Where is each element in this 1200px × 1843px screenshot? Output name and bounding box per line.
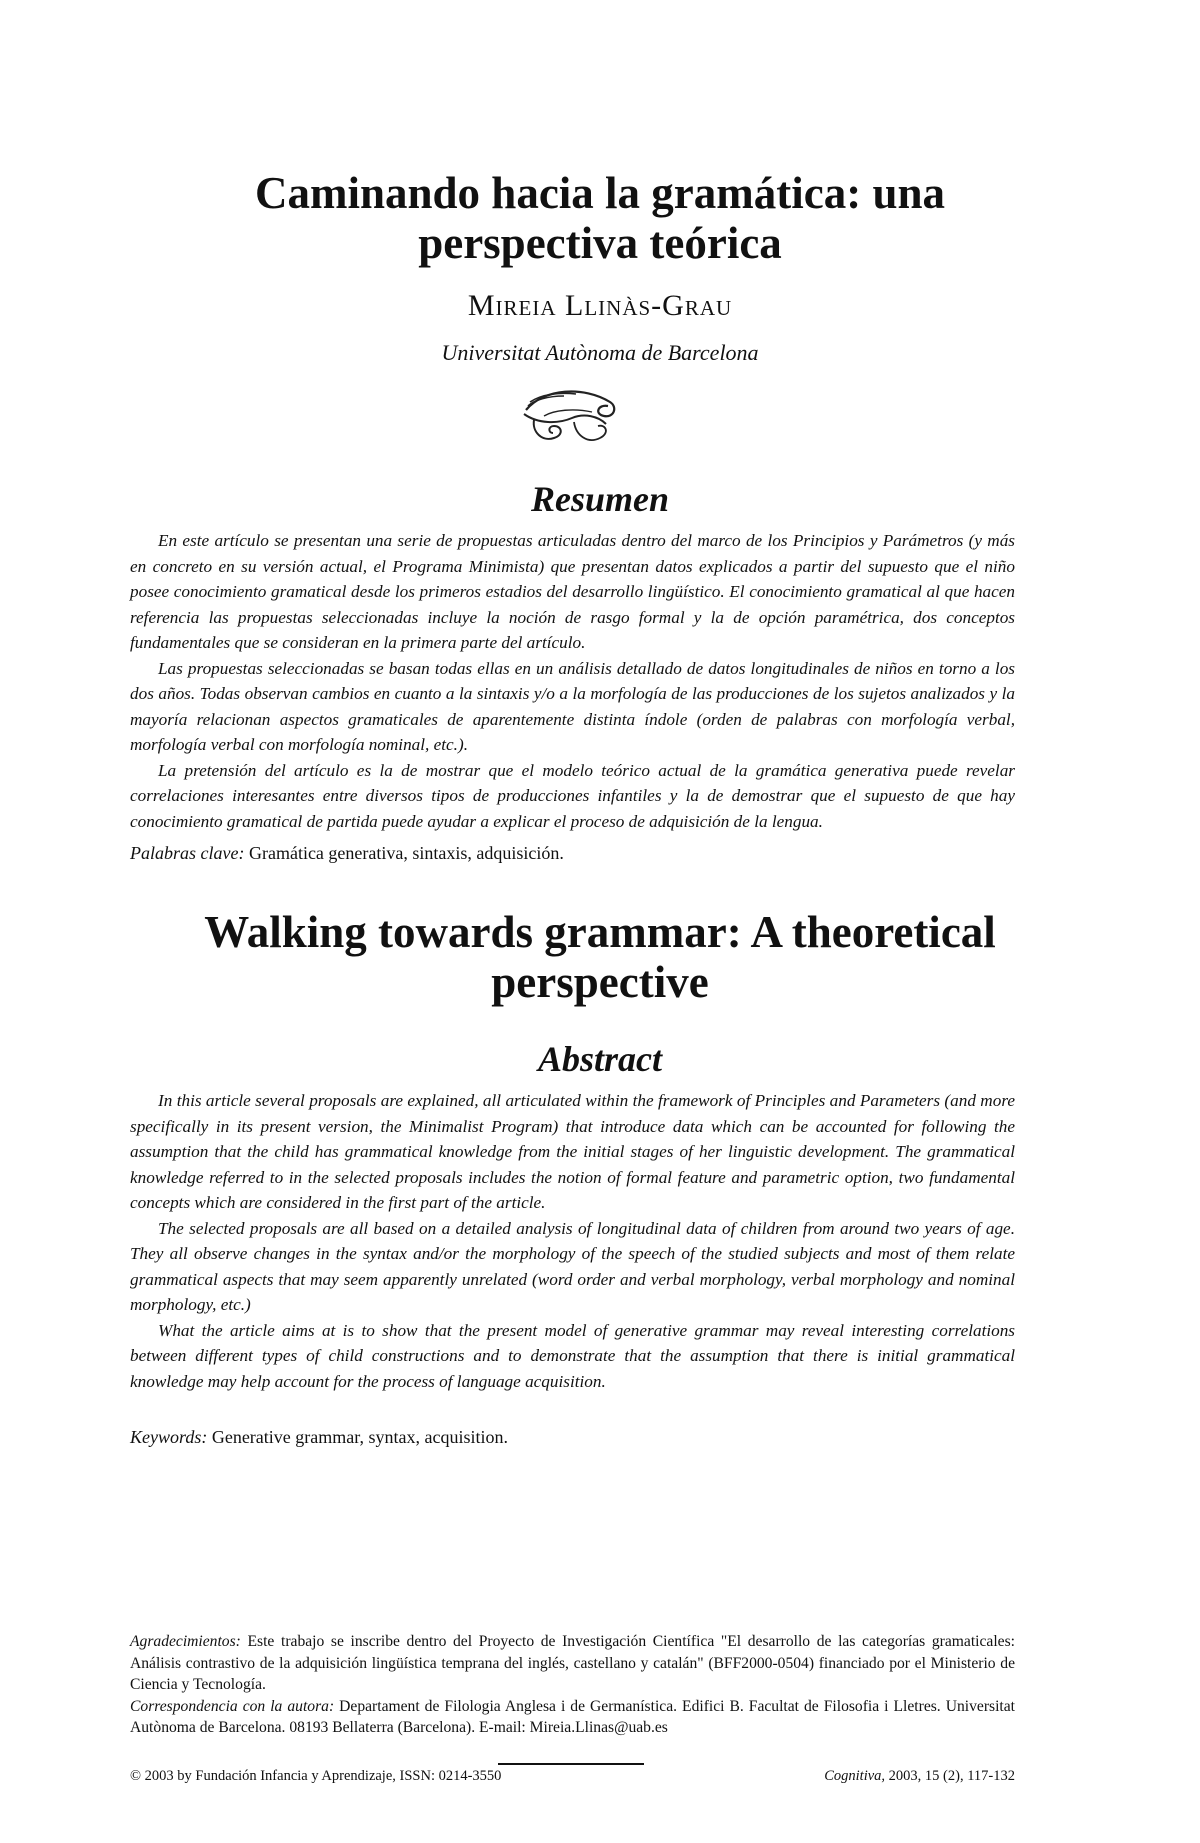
spanish-abstract-paragraph: En este artículo se presentan una serie de propuestas articuladas dentro del marco de los Principios y Parámetros (y más en concreto en su versión actual, el Programa Minimista) que presentan datos explicados a partir del supuesto que el niño posee conocimiento gramatical desde los primeros estadios del desarrollo lingüístico. El conocimiento gramatical al que hacen referencia las propuestas seleccionadas incluye la noción de rasgo formal y la de opción paramétrica, dos conceptos fundamentales que se consideran en la primera parte del artículo. xyxy=(130,531,1015,652)
spanish-title-line1: Caminando hacia la gramática: una xyxy=(254,168,946,218)
spanish-abstract-paragraph: La pretensión del artículo es la de mostrar que el modelo teórico actual de la gramática generativa puede revelar correlaciones interesantes entre diversos tipos de producciones infantiles y la de demostrar que el supuesto de que hay conocimiento gramatical de partida puede ayudar a explicar el proceso de adquisición de la lengua. xyxy=(130,760,1015,831)
english-abstract-paragraph: In this article several proposals are explained, all articulated within the framework of Principles and Parameters (and more specifically in its present version, the Minimalist Program) that introduce data which can be accounted for following the assumption that the child has grammatical knowledge from the initial stages of her linguistic development. The grammatical knowledge referred to in the selected proposals includes the notion of formal feature and parametric option, two fundamental concepts which are considered in the first part of the article. xyxy=(130,1091,1015,1212)
flourish-ornament-icon xyxy=(514,380,624,460)
english-keywords-text: Generative grammar, syntax, acquisition. xyxy=(207,1427,509,1447)
english-keywords xyxy=(130,1424,1015,1450)
english-title-line2: perspective xyxy=(491,957,709,1007)
author-name: Mireia Llinàs-Grau xyxy=(467,289,733,322)
journal-name: Cognitiva, xyxy=(824,1768,886,1784)
spanish-keywords-text: Gramática generativa, sintaxis, adquisición. xyxy=(244,843,564,863)
citation-details: 2003, 15 (2), 117-132 xyxy=(885,1768,1015,1784)
acknowledgements-label: Agradecimientos: xyxy=(130,1633,241,1650)
footnotes xyxy=(130,1631,1015,1739)
spanish-keywords xyxy=(130,840,1015,866)
english-abstract-paragraph: The selected proposals are all based on a detailed analysis of longitudinal data of children from around two years of age. They all observe changes in the syntax and/or the morphology of the speech of the studied subjects and most of them relate grammatical aspects that may seem apparently unrelated (word order and verbal morphology, verbal morphology and nominal morphology, etc.) xyxy=(130,1218,1015,1314)
spanish-title xyxy=(150,168,1050,268)
correspondence-label: Correspondencia con la autora: xyxy=(130,1697,335,1715)
english-abstract xyxy=(130,1088,1015,1394)
author-affiliation: Universitat Autònoma de Barcelona xyxy=(441,340,759,365)
english-title-line1: Walking towards grammar: A theoretical xyxy=(204,907,996,957)
resumen-heading: Resumen xyxy=(530,479,670,519)
abstract-heading: Abstract xyxy=(537,1039,662,1079)
correspondence-note xyxy=(130,1696,1015,1739)
acknowledgements-text: Este trabajo se inscribe dentro del Proyecto de Investigación Científica "El desarrollo de las categorías gramaticales: Análisis contrastivo de la adquisición lingüística temprana del inglés, castellano y catalán" (BFF2000-0504) financiado por el Ministerio de Ciencia y Tecnología. xyxy=(130,1633,1015,1693)
english-abstract-paragraph: What the article aims at is to show that the present model of generative grammar may reveal interesting correlations between different types of child constructions and to demonstrate that the assumption that there is initial grammatical knowledge may help account for the process of language acquisition. xyxy=(130,1320,1015,1391)
spanish-abstract-paragraph: Las propuestas seleccionadas se basan todas ellas en un análisis detallado de datos longitudinales de niños en torno a los dos años. Todas observan cambios en cuanto a la sintaxis y/o a la morfología de las producciones de los sujetos analizados y la mayoría relacionan aspectos gramaticales de aparentemente distinta índole (orden de palabras con morfología verbal, morfología verbal con morfología nominal, etc.). xyxy=(130,658,1015,754)
acknowledgements-note xyxy=(130,1631,1015,1696)
footer-divider xyxy=(498,1763,644,1765)
copyright-line: © 2003 by Fundación Infancia y Aprendizaje, ISSN: 0214-3550 xyxy=(130,1768,502,1784)
english-title xyxy=(150,907,1050,1007)
spanish-title-line2: perspectiva teórica xyxy=(418,218,782,268)
spanish-keywords-label: Palabras clave: xyxy=(130,843,245,863)
correspondence-text: Departament de Filologia Anglesa i de Germanística. Edifici B. Facultat de Filosofia i Lletres. Universitat Autònoma de Barcelona. 08193 Bellaterra (Barcelona). E-mail: Mireia.Llinas@uab.es xyxy=(130,1697,1015,1736)
citation-line xyxy=(824,1768,1015,1785)
english-keywords-label: Keywords: xyxy=(130,1427,208,1447)
spanish-abstract xyxy=(130,528,1015,834)
